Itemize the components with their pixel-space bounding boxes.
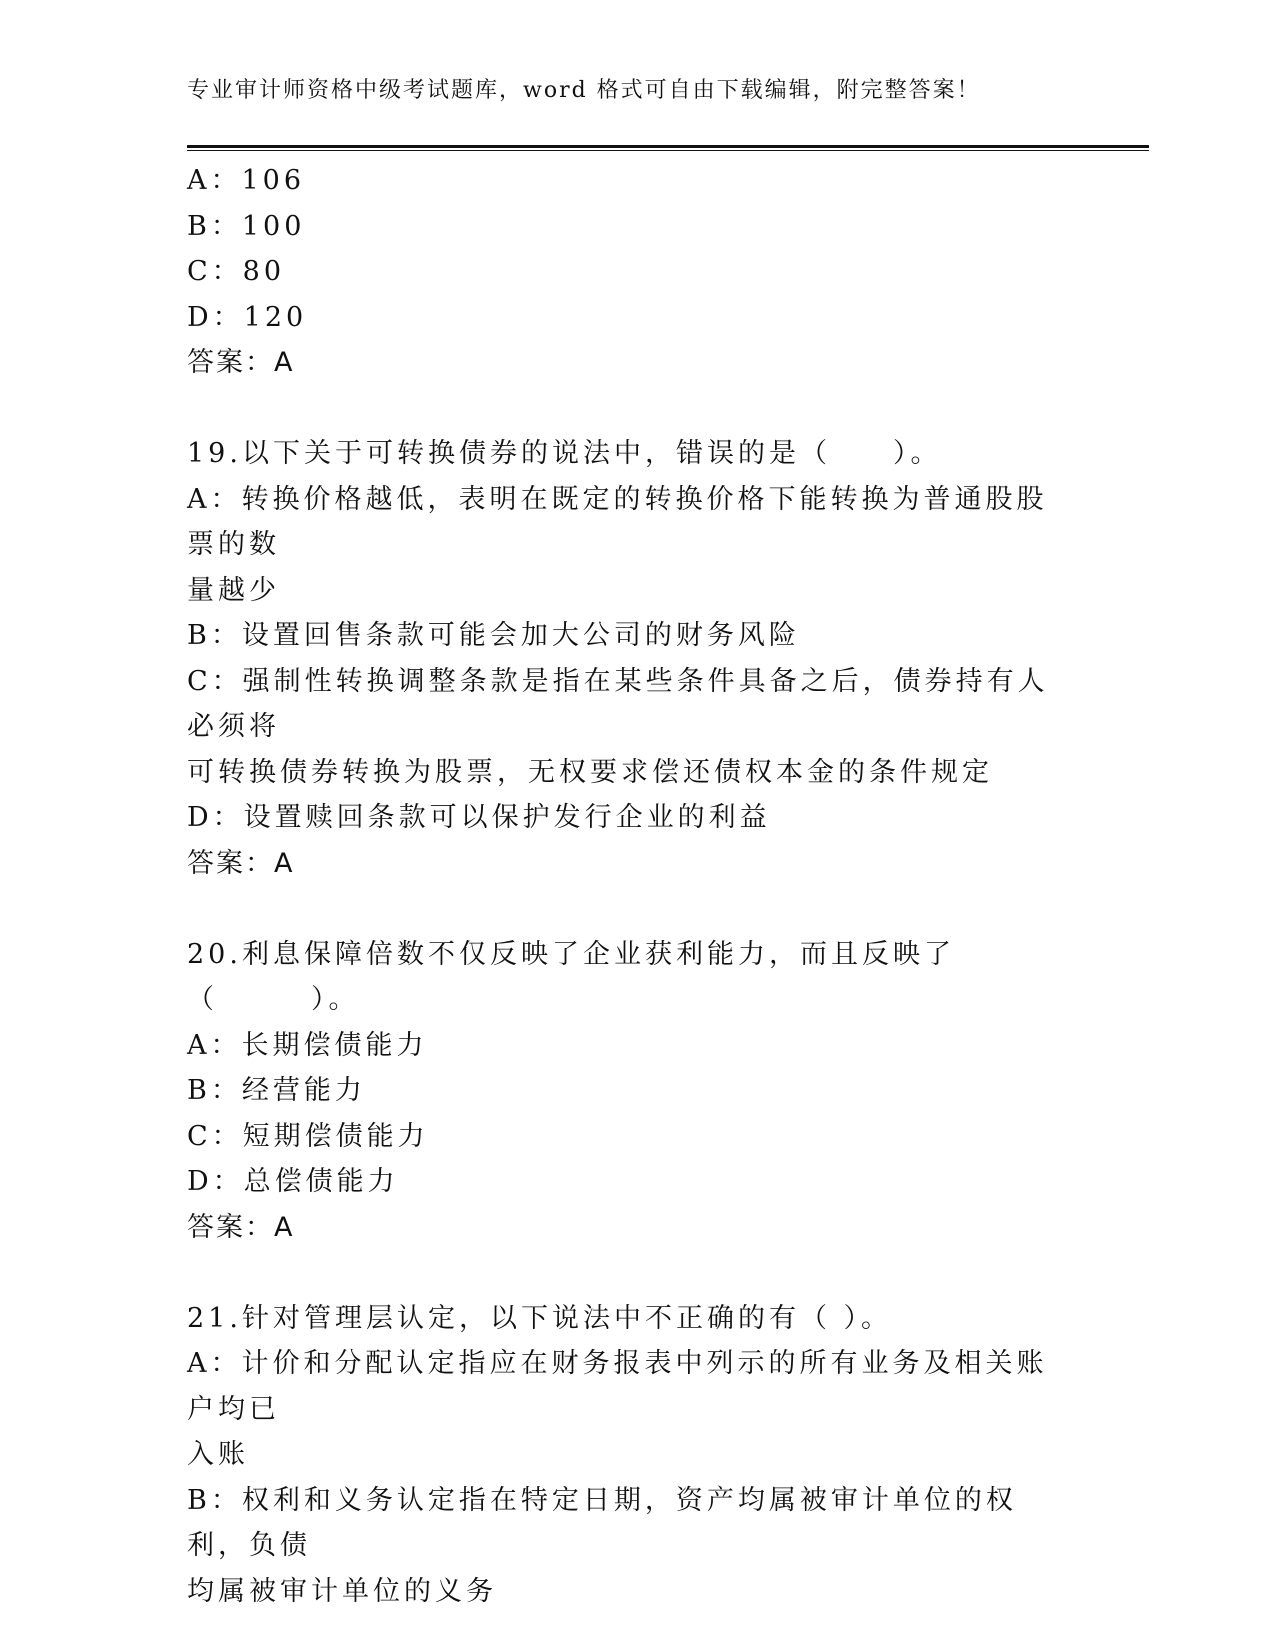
q20-option-b: B：经营能力 [187,1075,366,1106]
header-rule [187,145,1149,151]
question-20 [187,932,1077,1251]
q19-question: 19.以下关于可转换债券的说法中，错误的是（ ）。 [187,438,942,469]
q19-option-d: D：设置赎回条款可以保护发行企业的利益 [187,802,771,833]
q20-option-c: C：短期偿债能力 [187,1120,429,1152]
q20-option-a: A：长期偿债能力 [187,1029,428,1061]
q18-option-c: C：80 [187,256,286,287]
question-21 [187,1296,1077,1615]
q18-answer: 答案：A [187,347,295,378]
q18-option-a: A：106 [187,165,306,196]
q21-question: 21.针对管理层认定，以下说法中不正确的有（ ）。 [187,1302,893,1334]
q21-option-b-line2: 均属被审计单位的义务 [187,1575,497,1607]
q18-option-d: D：120 [187,301,308,333]
q19-option-a-line1: A：转换价格越低，表明在既定的转换价格下能转换为普通股股票的数 [187,483,1048,560]
q19-option-b: B：设置回售条款可能会加大公司的财务风险 [187,620,800,651]
q21-option-a-line2: 入账 [187,1439,249,1470]
q19-answer: 答案：A [187,847,295,879]
q19-option-a-line2: 量越少 [187,574,280,606]
q19-option-c-line1: C：强制性转换调整条款是指在某些条件具备之后，债券持有人必须将 [187,665,1049,742]
q20-option-d: D：总偿债能力 [187,1166,399,1197]
spacer [187,886,1077,932]
q21-option-b-line1: B：权利和义务认定指在特定日期，资产均属被审计单位的权利，负债 [187,1484,1017,1561]
document-body [187,158,1077,1614]
q19-option-c-line2: 可转换债券转换为股票，无权要求偿还债权本金的条件规定 [187,756,993,788]
q18-option-b: B：100 [187,210,306,242]
spacer [187,386,1077,432]
q20-answer: 答案：A [187,1211,295,1243]
q20-question: 20.利息保障倍数不仅反映了企业获利能力，而且反映了（ ）。 [187,938,955,1015]
question-18 [187,158,1077,386]
q21-option-a-line1: A：计价和分配认定指应在财务报表中列示的所有业务及相关账户均已 [187,1348,1048,1425]
question-19 [187,431,1077,886]
spacer [187,1250,1077,1296]
page-header: 专业审计师资格中级考试题库，word 格式可自由下载编辑，附完整答案！ [187,78,981,103]
